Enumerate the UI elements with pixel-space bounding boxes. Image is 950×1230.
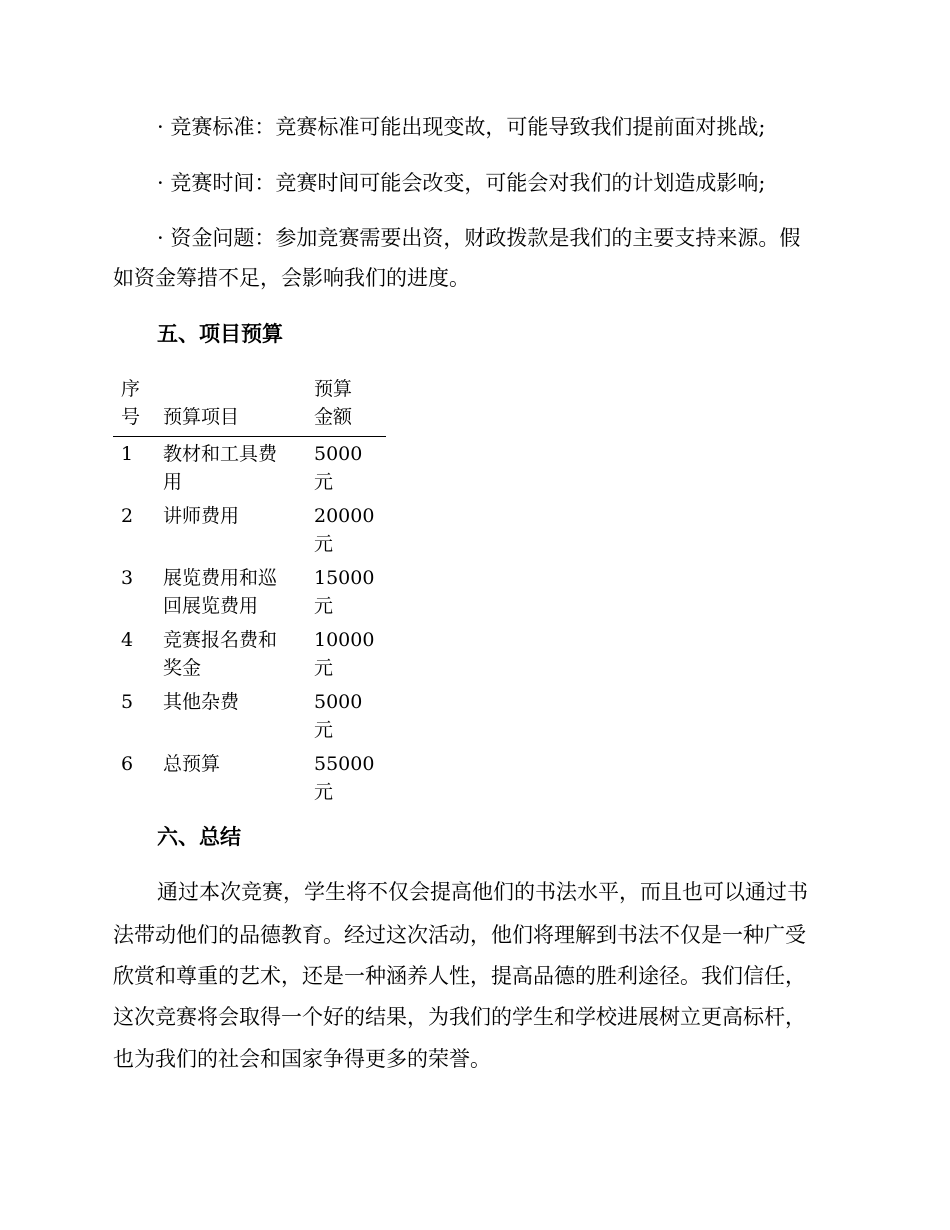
header-amount-line-2: 金额 [314, 406, 353, 428]
row-item-line-2: 用 [163, 471, 183, 493]
header-index-line-1: 序 [121, 378, 141, 400]
summary-heading: 六、总结 [157, 824, 241, 849]
row-item-line-1: 教材和工具费 [163, 443, 278, 465]
row-amount-line-2: 元 [314, 781, 334, 803]
header-index-line-2: 号 [121, 406, 141, 428]
row-item-line-1: 讲师费用 [163, 505, 240, 527]
summary-line: 法带动他们的品德教育。经过这次活动，他们将理解到书法不仅是一种广受 [113, 923, 806, 947]
row-amount-line-2: 元 [314, 595, 334, 617]
summary-line: 通过本次竞赛，学生将不仅会提高他们的书法水平，而且也可以通过书 [157, 880, 808, 904]
table-header-rule [113, 436, 386, 437]
row-index: 2 [121, 505, 134, 527]
row-item-line-2: 回展览费用 [163, 595, 259, 617]
risk-item-funding-line-1: · 资金问题：参加竞赛需要出资，财政拨款是我们的主要支持来源。假 [157, 226, 801, 250]
risk-item-funding-line-2: 如资金筹措不足，会影响我们的进度。 [113, 266, 470, 290]
row-item-line-2: 奖金 [163, 657, 202, 679]
row-item-line-1: 竞赛报名费和 [163, 629, 278, 651]
header-item: 预算项目 [163, 406, 240, 428]
summary-line: 欣赏和尊重的艺术，还是一种涵养人性，提高品德的胜利途径。我们信任， [113, 964, 806, 988]
row-amount-line-1: 15000 [314, 567, 375, 589]
row-amount-line-1: 55000 [314, 753, 375, 775]
row-amount-line-2: 元 [314, 533, 334, 555]
row-index: 5 [121, 691, 134, 713]
row-index: 3 [121, 567, 134, 589]
row-item-line-1: 总预算 [163, 753, 221, 775]
summary-line: 也为我们的社会和国家争得更多的荣誉。 [113, 1047, 491, 1071]
summary-line: 这次竞赛将会取得一个好的结果，为我们的学生和学校进展树立更高标杆， [113, 1005, 806, 1029]
row-amount-line-2: 元 [314, 657, 334, 679]
row-amount-line-1: 5000 [314, 691, 363, 713]
row-item-line-1: 其他杂费 [163, 691, 240, 713]
row-amount-line-1: 5000 [314, 443, 363, 465]
row-index: 4 [121, 629, 134, 651]
budget-heading: 五、项目预算 [157, 321, 283, 346]
row-item-line-1: 展览费用和巡 [163, 567, 278, 589]
row-amount-line-2: 元 [314, 719, 334, 741]
header-amount-line-1: 预算 [314, 378, 353, 400]
row-index: 6 [121, 753, 134, 775]
row-index: 1 [121, 443, 134, 465]
row-amount-line-1: 20000 [314, 505, 375, 527]
risk-item-standard: · 竞赛标准：竞赛标准可能出现变故，可能导致我们提前面对挑战; [157, 115, 766, 139]
row-amount-line-1: 10000 [314, 629, 375, 651]
risk-item-time: · 竞赛时间：竞赛时间可能会改变，可能会对我们的计划造成影响; [157, 171, 766, 195]
row-amount-line-2: 元 [314, 471, 334, 493]
